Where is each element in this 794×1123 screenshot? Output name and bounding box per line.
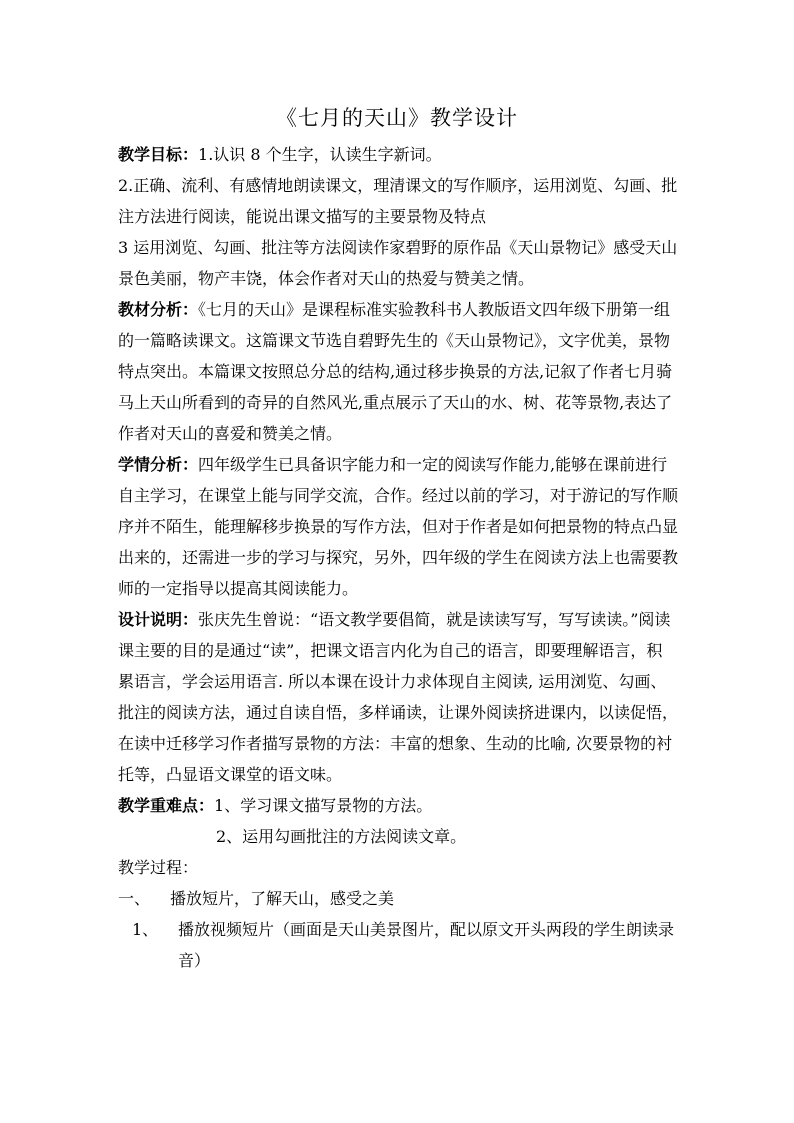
goals-heading: 教学目标：: [118, 145, 199, 164]
process-heading: 教学过程：: [118, 858, 199, 877]
process-step-1-text: 播放短片，了解天山，感受之美: [170, 889, 395, 908]
analysis-paragraph: [118, 294, 678, 449]
process-substep-1-text: 播放视频短片（画面是天山美景图片，配以原文开头两段的学生朗读录音）: [178, 920, 675, 970]
goals-item-2: 2.正确、流利、有感情地朗读课文，理清课文的写作顺序，运用浏览、勾画、批注方法进行阅读，能说出课文描写的主要景物及特点: [118, 176, 678, 226]
students-heading: 学情分析：: [118, 455, 199, 474]
design-text: 张庆先生曾说：“语文教学要倡简，就是读读写写，写写读读。”阅读课主要的目的是通过“读”，把课文语言内化为自己的语言，即要理解语言，积累语言，学会运用语言. 所以本课在设计力求体现自主阅读, 运用浏览、勾画、批注的阅读方法，通过自读自悟，多样诵读，让课外阅读挤进课内，以读促悟，在读中迁移学习作者描写景物的方法：丰富的想象、生动的比喻, 次要景物的衬托等，凸显语文课堂的语文味。: [118, 610, 679, 784]
process-step-1-number: 一、: [118, 889, 151, 908]
goals-item-3: 3 运用浏览、勾画、批注等方法阅读作家碧野的原作品《天山景物记》感受天山景色美丽，物产丰饶，体会作者对天山的热爱与赞美之情。: [118, 238, 678, 288]
process-step-1: [118, 883, 678, 914]
key-points-item-2: 2、运用勾画批注的方法阅读文章。: [216, 827, 467, 846]
goals-item-1: 1.认识 8 个生字，认读生字新词。: [198, 145, 442, 164]
design-heading: 设计说明：: [118, 610, 199, 629]
process-substep-1-number: 1、: [132, 920, 159, 939]
design-paragraph: [118, 604, 678, 790]
document-body: [118, 139, 678, 976]
students-text: 四年级学生已具备识字能力和一定的阅读写作能力,能够在课前进行自主学习，在课堂上能与同学交流，合作。经过以前的学习，对于游记的写作顺序并不陌生，能理解移步换景的写作方法，但对于作者是如何把景物的特点凸显出来的，还需进一步的学习与探究，另外，四年级的学生在阅读方法上也需要教师的一定指导以提高其阅读能力。: [118, 455, 679, 598]
analysis-text: 《七月的天山》是课程标准实验教科书人教版语文四年级下册第一组的一篇略读课文。这篇课文节选自碧野先生的《天山景物记》，文字优美，景物特点突出。本篇课文按照总分总的结构,通过移步换景的方法,记叙了作者七月骑马上天山所看到的奇异的自然风光,重点展示了天山的水、树、花等景物,表达了作者对天山的喜爱和赞美之情。: [118, 300, 673, 443]
key-points-line-1: [118, 790, 678, 821]
key-points-item-1: 1、学习课文描写景物的方法。: [214, 796, 433, 815]
process-substep-1: [118, 914, 678, 976]
students-paragraph: [118, 449, 678, 604]
goals-line-1: [118, 139, 678, 170]
document-title: 《七月的天山》教学设计: [276, 106, 518, 130]
key-points-heading: 教学重难点：: [118, 796, 215, 815]
analysis-heading: 教材分析：: [118, 300, 199, 319]
